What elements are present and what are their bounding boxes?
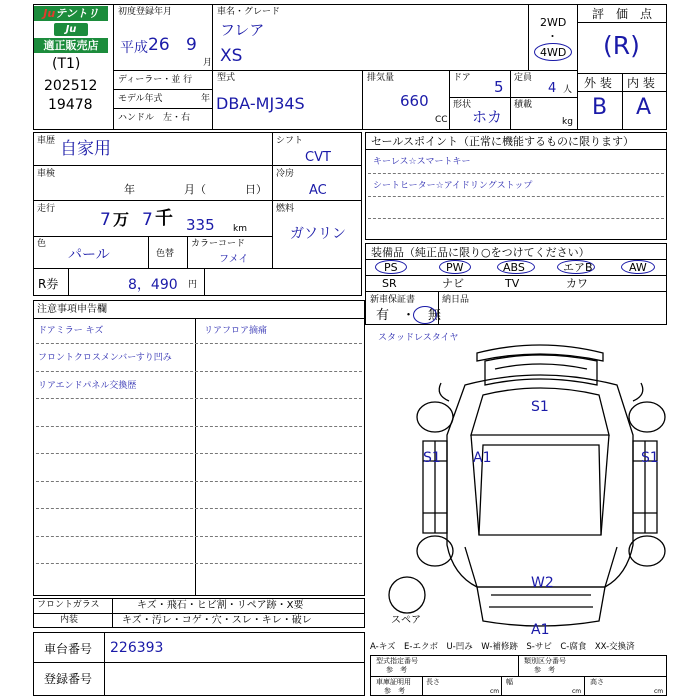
type-no-ref: 参 考: [386, 666, 407, 674]
displacement: 660: [400, 92, 429, 110]
notes-rule-line: [36, 508, 362, 509]
seats-unit: 人: [563, 85, 573, 95]
car-name: フレア: [220, 21, 265, 39]
fuel-value: ガソリン: [290, 226, 346, 242]
damage-mark-left-door: A1: [473, 450, 492, 466]
fuel-label: 燃料: [276, 204, 295, 214]
notes-rule-line: [36, 481, 362, 482]
class-no-ref: 参 考: [534, 666, 555, 674]
displacement-unit: CC: [435, 115, 448, 125]
front-glass-label: フロントガラス: [37, 600, 100, 610]
color-code-value: フメイ: [219, 254, 249, 265]
capacity-label: 積載: [514, 100, 533, 110]
equip-ps-circle: [375, 260, 407, 274]
recycle-value: 8，490: [128, 277, 178, 293]
logo-ju-mark: Ju: [54, 23, 88, 36]
rating-value: (R): [603, 31, 640, 60]
history-value: 自家用: [60, 139, 111, 159]
warranty-value: 有 ・ 無: [376, 308, 442, 323]
inspection-label: 車検: [37, 169, 56, 179]
notes-rule-line: [36, 563, 362, 564]
recycle-unit: 円: [188, 280, 198, 290]
cert-label: 車庫証明用: [376, 678, 411, 686]
damage-legend: A-キズ E-エクボ U-凹み W-補修跡 S-サビ C-腐食 XX-交換済: [370, 642, 635, 652]
width-unit: cm: [572, 688, 582, 695]
equip-airbag-circle: [557, 260, 595, 274]
logo-ju-text: Ju: [43, 7, 56, 20]
type-no-label: 型式指定番号: [376, 657, 418, 665]
notes-label: 注意事項申告欄: [37, 304, 107, 315]
repaint-label: 色替: [156, 249, 175, 259]
tire-note: スタッドレスタイヤ: [378, 333, 459, 343]
note-left-1: ドアミラー キズ: [38, 326, 104, 336]
note-left-2: フロントクロスメンバーすり凹み: [38, 353, 172, 363]
equip-abs: ABS: [503, 261, 525, 274]
seller-number-1: 202512: [44, 78, 98, 94]
equip-navi: ナビ: [442, 277, 464, 290]
equip-tv: TV: [505, 277, 520, 290]
interior-cond-value: キズ・汚レ・コゲ・穴・スレ・キレ・破レ: [122, 615, 312, 626]
seller-code: (T1): [52, 56, 81, 72]
drive-4wd-circle: [534, 43, 572, 61]
model-type-label: 型式: [217, 73, 236, 83]
equip-pw-circle: [439, 260, 471, 274]
damage-mark-right-side: S1: [641, 450, 659, 466]
equip-pw: PW: [446, 261, 464, 274]
mileage-sen-unit: 千: [155, 208, 173, 229]
reg-year: 26: [148, 35, 170, 55]
class-no-label: 類別区分番号: [524, 657, 566, 665]
drive-separator: ・: [547, 30, 558, 43]
logo-top-band: [34, 6, 108, 21]
damage-mark-front-bumper: A1: [531, 622, 550, 638]
reg-month: 9: [186, 35, 197, 55]
cert-ref: 参 考: [384, 687, 405, 695]
shift-value: CVT: [305, 150, 331, 165]
exterior-label: 外 装: [584, 76, 612, 90]
dealer-logo: [34, 6, 108, 54]
doors-label: ドア: [453, 73, 471, 83]
sales-points-label: セールスポイント（正常に機能するものに限ります）: [371, 135, 635, 148]
equip-leather: カワ: [566, 277, 588, 290]
inspection-day: 日）: [245, 183, 267, 196]
sales-point-2: シートヒーター☆アイドリングストップ: [373, 181, 533, 191]
history-label: 車歴: [37, 136, 56, 146]
seats-label: 定員: [514, 73, 533, 83]
name-grade-label: 車名・グレード: [217, 7, 281, 17]
damage-mark-roof: S1: [531, 399, 549, 415]
equip-aw: AW: [629, 261, 647, 274]
spare-label: スペア: [391, 615, 421, 626]
interior-grade: A: [636, 95, 652, 120]
mileage-man-unit: 万: [113, 210, 130, 229]
notes-frame: [33, 300, 365, 596]
shape: ホカ: [472, 108, 503, 126]
logo-bottom-band: 適正販売店: [34, 38, 108, 53]
model-year-unit: 年: [201, 94, 211, 104]
equipment-label: 装備品（純正品に限り○をつけてください）: [371, 246, 590, 259]
mileage-man: 7: [100, 210, 111, 230]
shift-label: シフト: [276, 136, 304, 146]
note-right-1: リアフロア摘痛: [204, 326, 268, 336]
era: 平成: [120, 40, 148, 56]
length-unit: cm: [490, 688, 500, 695]
drive-2wd: 2WD: [540, 16, 567, 29]
exterior-grade: B: [592, 95, 608, 120]
notes-rule-line: [36, 398, 362, 399]
rating-label: 評 価 点: [592, 7, 653, 21]
equip-aw-circle: [621, 260, 655, 274]
sales-point-1: キーレス☆スマートキー: [373, 157, 471, 167]
notes-rule-line: [36, 453, 362, 454]
chassis-label: 車台番号: [44, 642, 93, 656]
equip-airbag: エアB: [563, 261, 593, 274]
recycle-label: R券: [38, 277, 59, 291]
color-value: パール: [68, 247, 110, 263]
first-reg-label: 初度登録年月: [118, 7, 173, 17]
model-type: DBA-MJ34S: [216, 94, 305, 113]
height-unit: cm: [654, 688, 664, 695]
car-damage-diagram: [365, 325, 667, 643]
color-label: 色: [37, 239, 47, 249]
note-left-3: リアエンドパネル交換歴: [38, 381, 137, 391]
registration-label: 登録番号: [44, 672, 93, 686]
color-code-label: カラーコード: [191, 239, 246, 249]
notes-rule-line: [36, 343, 362, 344]
logo-tentori-text: テントリ: [55, 7, 99, 20]
ac-label: 冷房: [276, 169, 295, 179]
capacity-unit: kg: [562, 117, 573, 127]
damage-mark-front: W2: [531, 575, 554, 591]
width-label: 幅: [506, 678, 513, 686]
seller-number-2: 19478: [48, 97, 93, 113]
damage-mark-left-side: S1: [423, 450, 441, 466]
dealer-label: ディーラー・並 行: [118, 75, 193, 85]
chassis-value: 226393: [110, 640, 164, 656]
mileage-label: 走行: [37, 204, 56, 214]
top-section-frame: [33, 4, 667, 130]
seats: 4: [548, 81, 557, 96]
handle-label: ハンドル 左・右: [118, 113, 191, 123]
length-label: 長さ: [426, 678, 440, 686]
car-grade: XS: [220, 46, 243, 66]
tax-label: 納日品: [442, 295, 470, 305]
inspection-month: 月（: [184, 183, 206, 196]
doors: 5: [494, 78, 504, 96]
height-label: 高さ: [590, 678, 604, 686]
mileage-rest: 335: [186, 216, 215, 234]
shape-label: 形状: [453, 100, 472, 110]
notes-rule-line: [36, 371, 362, 372]
equip-abs-circle: [497, 260, 535, 274]
notes-rule-line: [36, 536, 362, 537]
mileage-sen: 7: [142, 210, 153, 230]
model-year-label: モデル年式: [118, 94, 163, 104]
interior-cond-label: 内装: [60, 615, 79, 625]
notes-rule-line: [36, 426, 362, 427]
month-unit: 月: [203, 58, 213, 68]
equip-sr: SR: [382, 277, 397, 290]
front-glass-value: キズ・飛石・ヒビ割・リペア跡・X要: [137, 600, 304, 611]
inspection-year: 年: [124, 183, 135, 196]
interior-label: 内 装: [627, 76, 655, 90]
drive-4wd: 4WD: [540, 46, 567, 59]
equip-ps: PS: [384, 261, 398, 274]
mileage-unit: km: [233, 224, 247, 234]
displacement-label: 排気量: [367, 73, 395, 83]
warranty-none-circle: [413, 306, 437, 324]
warranty-label: 新車保証書: [370, 295, 416, 305]
ac-value: AC: [309, 183, 327, 198]
